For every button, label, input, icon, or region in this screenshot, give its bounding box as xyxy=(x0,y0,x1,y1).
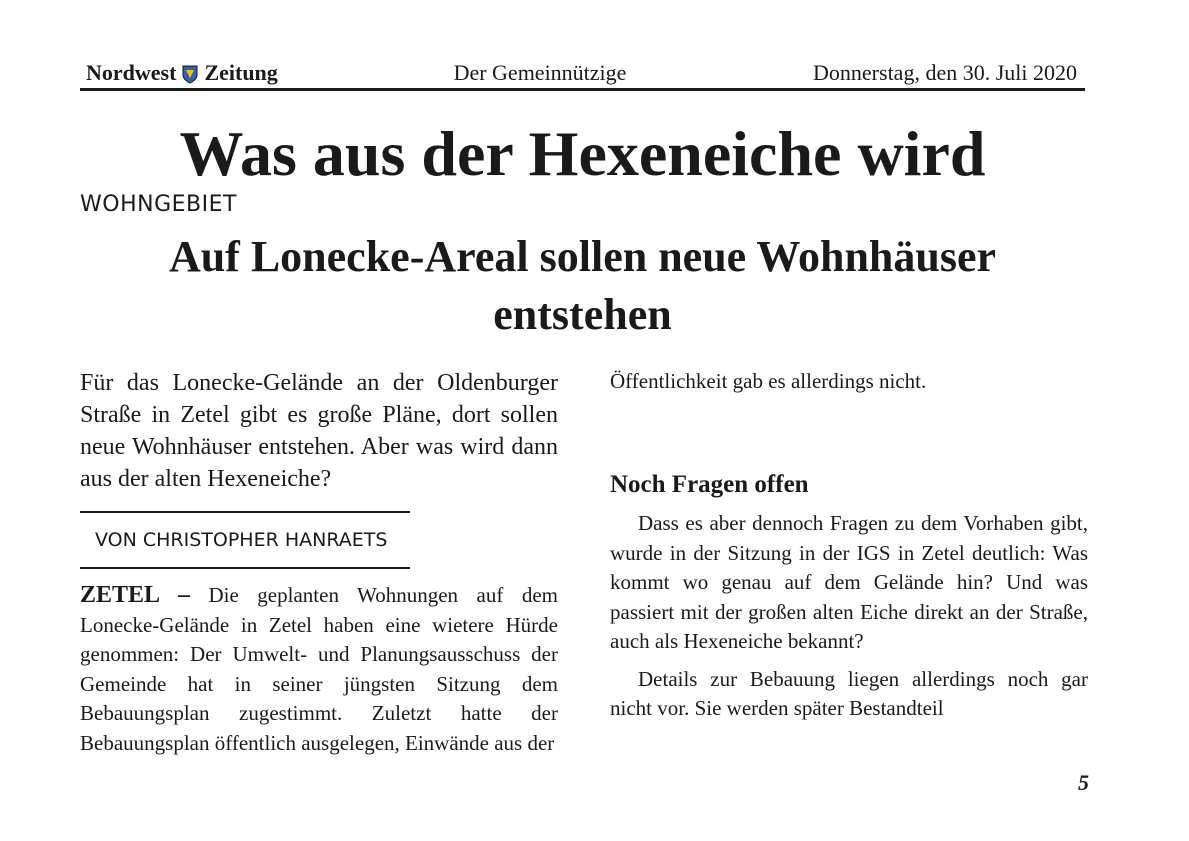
article-subtitle: Auf Lonecke-Areal sollen neue Wohnhäuser entstehen xyxy=(168,232,997,339)
body-text-1-continued: Öffentlichkeit gab es allerdings nicht. xyxy=(610,369,927,393)
coat-of-arms-icon xyxy=(182,65,198,84)
masthead-logo xyxy=(86,60,278,86)
body-text-1: Die geplanten Wohnungen auf dem Lonecke-Gelände in Zetel haben eine wietere Hürde genommen: Der Umwelt- und Planungsausschuss der Gemeinde hat in seiner jüngsten Sitzung dem Bebauungsplan zugestimmt. Zuletzt hatte der Bebauungsplan öffentlich ausgelegen, Einwände aus der xyxy=(80,583,558,755)
byline-box xyxy=(80,511,410,569)
byline: VON CHRISTOPHER HANRAETS xyxy=(95,529,388,551)
issue-date: Donnerstag, den 30. Juli 2020 xyxy=(813,60,1077,85)
article-kicker: WOHNGEBIET xyxy=(80,192,237,217)
article-lead: Für das Lonecke-Gelände an der Oldenburger Straße in Zetel gibt es große Pläne, dort sollen neue Wohnhäuser entstehen. Aber was wird dann aus der alten Hexeneiche? xyxy=(80,370,558,492)
column-left xyxy=(80,367,558,758)
body-continuation xyxy=(610,367,1088,455)
dateline: ZETEL – xyxy=(80,582,190,608)
page-header xyxy=(80,58,1085,86)
article-title: Was aus der Hexeneiche wird xyxy=(179,118,986,189)
body-paragraph-1 xyxy=(80,581,558,758)
body-paragraph-3: Details zur Bebauung liegen allerdings noch gar nicht vor. Sie werden später Bestandteil xyxy=(610,666,1088,720)
subheading: Noch Fragen offen xyxy=(610,471,809,498)
section-name: Der Gemeinnützige xyxy=(453,60,627,85)
header-divider xyxy=(80,88,1085,91)
masthead-right: Zeitung xyxy=(204,60,278,85)
body-paragraph-2: Dass es aber dennoch Fragen zu dem Vorhaben gibt, wurde in der Sitzung in der IGS in Zetel deutlich: Was kommt wo genau auf dem Gelände hin? Und was passiert mit der großen alten Eiche direkt an der Straße, auch als Hexeneiche bekannt? xyxy=(610,511,1088,653)
page-number: 5 xyxy=(1078,770,1089,795)
column-right xyxy=(610,367,1088,724)
masthead-left: Nordwest xyxy=(86,60,177,85)
